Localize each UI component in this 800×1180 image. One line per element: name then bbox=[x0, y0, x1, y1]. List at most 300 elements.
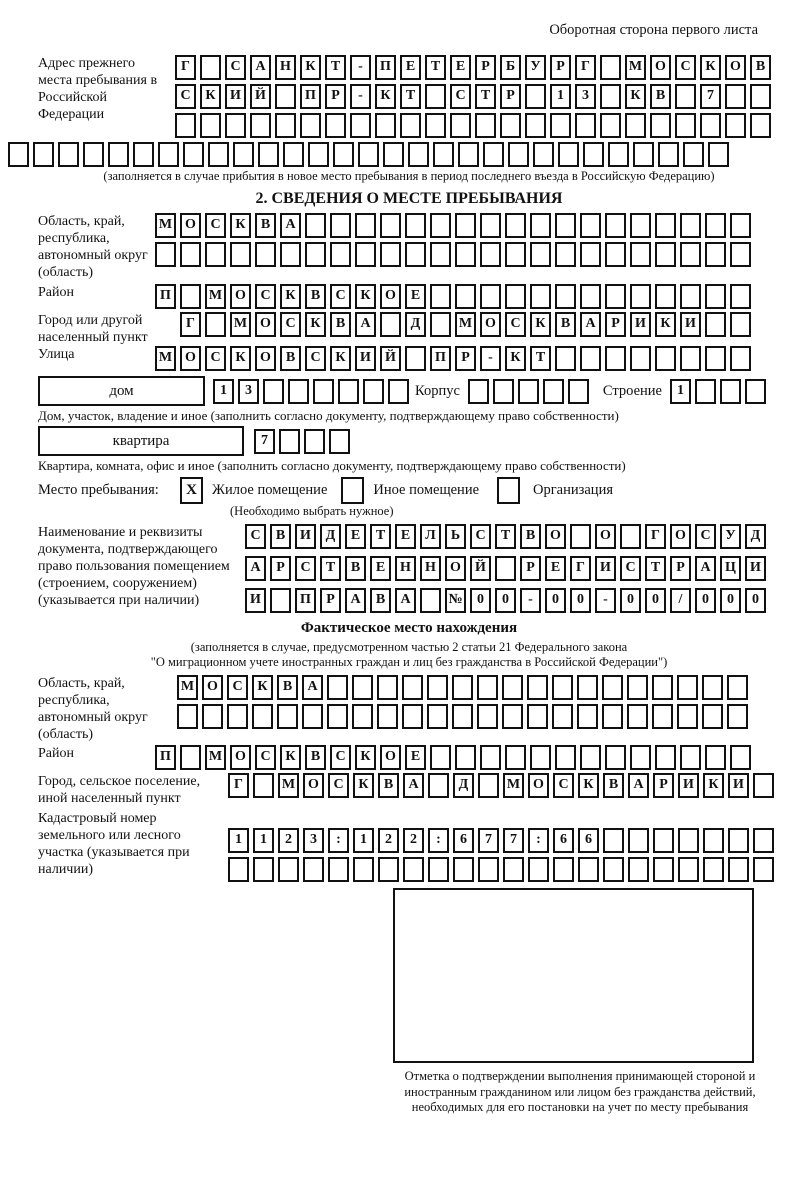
char-cell[interactable] bbox=[175, 113, 196, 138]
oblast-row-1[interactable] bbox=[155, 213, 755, 238]
checkbox-zhiloe[interactable]: X bbox=[180, 477, 203, 504]
char-cell[interactable]: 0 bbox=[720, 588, 741, 613]
char-cell[interactable]: А bbox=[403, 773, 424, 798]
char-cell[interactable] bbox=[655, 284, 676, 309]
char-cell[interactable]: 6 bbox=[553, 828, 574, 853]
char-cell[interactable] bbox=[480, 745, 501, 770]
char-cell[interactable] bbox=[680, 242, 701, 267]
char-cell[interactable] bbox=[327, 704, 348, 729]
char-cell[interactable]: К bbox=[530, 312, 551, 337]
char-cell[interactable]: К bbox=[300, 55, 321, 80]
char-cell[interactable]: А bbox=[250, 55, 271, 80]
char-cell[interactable]: М bbox=[155, 213, 176, 238]
char-cell[interactable] bbox=[402, 675, 423, 700]
char-cell[interactable] bbox=[430, 284, 451, 309]
char-cell[interactable] bbox=[403, 857, 424, 882]
char-cell[interactable] bbox=[725, 113, 746, 138]
char-cell[interactable] bbox=[730, 346, 751, 371]
char-cell[interactable]: О bbox=[230, 284, 251, 309]
char-cell[interactable] bbox=[230, 242, 251, 267]
char-cell[interactable] bbox=[695, 379, 716, 404]
char-cell[interactable]: Г bbox=[180, 312, 201, 337]
char-cell[interactable]: К bbox=[230, 213, 251, 238]
char-cell[interactable] bbox=[753, 773, 774, 798]
oblast-row-2[interactable] bbox=[155, 242, 755, 267]
char-cell[interactable]: О bbox=[595, 524, 616, 549]
char-cell[interactable]: О bbox=[380, 284, 401, 309]
char-cell[interactable]: С bbox=[227, 675, 248, 700]
char-cell[interactable]: Н bbox=[420, 556, 441, 581]
char-cell[interactable] bbox=[703, 857, 724, 882]
char-cell[interactable]: В bbox=[520, 524, 541, 549]
char-cell[interactable]: - bbox=[520, 588, 541, 613]
char-cell[interactable] bbox=[333, 142, 354, 167]
char-cell[interactable] bbox=[455, 242, 476, 267]
char-cell[interactable]: 7 bbox=[503, 828, 524, 853]
char-cell[interactable]: - bbox=[350, 55, 371, 80]
char-cell[interactable] bbox=[675, 84, 696, 109]
char-cell[interactable]: С bbox=[255, 284, 276, 309]
char-cell[interactable]: М bbox=[278, 773, 299, 798]
char-cell[interactable]: В bbox=[555, 312, 576, 337]
char-cell[interactable]: О bbox=[180, 346, 201, 371]
char-cell[interactable] bbox=[278, 857, 299, 882]
char-cell[interactable] bbox=[705, 284, 726, 309]
char-cell[interactable] bbox=[580, 213, 601, 238]
char-cell[interactable] bbox=[280, 242, 301, 267]
char-cell[interactable]: 3 bbox=[303, 828, 324, 853]
char-cell[interactable]: - bbox=[350, 84, 371, 109]
char-cell[interactable]: М bbox=[503, 773, 524, 798]
fact-gorod-row[interactable] bbox=[228, 773, 778, 798]
char-cell[interactable] bbox=[327, 675, 348, 700]
char-cell[interactable] bbox=[330, 242, 351, 267]
char-cell[interactable]: О bbox=[230, 745, 251, 770]
char-cell[interactable]: О bbox=[255, 312, 276, 337]
char-cell[interactable] bbox=[625, 113, 646, 138]
char-cell[interactable] bbox=[328, 857, 349, 882]
char-cell[interactable]: С bbox=[675, 55, 696, 80]
char-cell[interactable]: № bbox=[445, 588, 466, 613]
char-cell[interactable]: М bbox=[625, 55, 646, 80]
char-cell[interactable]: В bbox=[330, 312, 351, 337]
char-cell[interactable] bbox=[455, 213, 476, 238]
char-cell[interactable] bbox=[553, 857, 574, 882]
char-cell[interactable]: Е bbox=[370, 556, 391, 581]
char-cell[interactable]: 7 bbox=[254, 429, 275, 454]
char-cell[interactable]: Р bbox=[550, 55, 571, 80]
char-cell[interactable] bbox=[263, 379, 284, 404]
char-cell[interactable]: Е bbox=[400, 55, 421, 80]
char-cell[interactable] bbox=[405, 213, 426, 238]
char-cell[interactable]: П bbox=[375, 55, 396, 80]
char-cell[interactable] bbox=[402, 704, 423, 729]
char-cell[interactable]: Й bbox=[380, 346, 401, 371]
char-cell[interactable] bbox=[377, 704, 398, 729]
char-cell[interactable] bbox=[133, 142, 154, 167]
char-cell[interactable] bbox=[308, 142, 329, 167]
char-cell[interactable]: 0 bbox=[570, 588, 591, 613]
char-cell[interactable]: М bbox=[155, 346, 176, 371]
char-cell[interactable] bbox=[480, 213, 501, 238]
kadastr-row-2[interactable] bbox=[228, 857, 778, 882]
char-cell[interactable] bbox=[730, 213, 751, 238]
char-cell[interactable]: - bbox=[480, 346, 501, 371]
char-cell[interactable]: К bbox=[200, 84, 221, 109]
char-cell[interactable]: А bbox=[395, 588, 416, 613]
char-cell[interactable] bbox=[8, 142, 29, 167]
char-cell[interactable] bbox=[458, 142, 479, 167]
char-cell[interactable] bbox=[505, 745, 526, 770]
char-cell[interactable]: В bbox=[370, 588, 391, 613]
char-cell[interactable] bbox=[525, 84, 546, 109]
char-cell[interactable] bbox=[33, 142, 54, 167]
char-cell[interactable]: : bbox=[528, 828, 549, 853]
char-cell[interactable] bbox=[580, 284, 601, 309]
char-cell[interactable]: М bbox=[177, 675, 198, 700]
char-cell[interactable] bbox=[480, 242, 501, 267]
char-cell[interactable] bbox=[375, 113, 396, 138]
char-cell[interactable] bbox=[730, 312, 751, 337]
char-cell[interactable]: С bbox=[295, 556, 316, 581]
char-cell[interactable] bbox=[720, 379, 741, 404]
char-cell[interactable]: 6 bbox=[578, 828, 599, 853]
char-cell[interactable]: Й bbox=[470, 556, 491, 581]
char-cell[interactable] bbox=[388, 379, 409, 404]
char-cell[interactable] bbox=[530, 745, 551, 770]
char-cell[interactable]: К bbox=[305, 312, 326, 337]
char-cell[interactable] bbox=[305, 242, 326, 267]
char-cell[interactable]: Т bbox=[530, 346, 551, 371]
char-cell[interactable] bbox=[253, 773, 274, 798]
char-cell[interactable]: Й bbox=[250, 84, 271, 109]
char-cell[interactable] bbox=[475, 113, 496, 138]
char-cell[interactable]: Р bbox=[455, 346, 476, 371]
char-cell[interactable] bbox=[200, 55, 221, 80]
char-cell[interactable] bbox=[493, 379, 514, 404]
char-cell[interactable] bbox=[325, 113, 346, 138]
char-cell[interactable] bbox=[355, 213, 376, 238]
char-cell[interactable] bbox=[338, 379, 359, 404]
char-cell[interactable] bbox=[745, 379, 766, 404]
char-cell[interactable] bbox=[633, 142, 654, 167]
char-cell[interactable] bbox=[227, 704, 248, 729]
char-cell[interactable]: 1 bbox=[353, 828, 374, 853]
char-cell[interactable] bbox=[495, 556, 516, 581]
char-cell[interactable]: 1 bbox=[213, 379, 234, 404]
char-cell[interactable] bbox=[350, 113, 371, 138]
char-cell[interactable] bbox=[420, 588, 441, 613]
char-cell[interactable] bbox=[630, 346, 651, 371]
char-cell[interactable]: Р bbox=[500, 84, 521, 109]
char-cell[interactable]: К bbox=[280, 745, 301, 770]
char-cell[interactable]: В bbox=[750, 55, 771, 80]
char-cell[interactable] bbox=[652, 704, 673, 729]
char-cell[interactable] bbox=[728, 828, 749, 853]
char-cell[interactable]: Г bbox=[575, 55, 596, 80]
char-cell[interactable]: В bbox=[650, 84, 671, 109]
char-cell[interactable] bbox=[653, 857, 674, 882]
char-cell[interactable] bbox=[428, 773, 449, 798]
char-cell[interactable]: И bbox=[745, 556, 766, 581]
char-cell[interactable] bbox=[500, 113, 521, 138]
char-cell[interactable]: К bbox=[505, 346, 526, 371]
char-cell[interactable] bbox=[313, 379, 334, 404]
char-cell[interactable] bbox=[452, 675, 473, 700]
checkbox-inoe[interactable] bbox=[341, 477, 364, 504]
char-cell[interactable]: 0 bbox=[620, 588, 641, 613]
char-cell[interactable]: С bbox=[620, 556, 641, 581]
fact-oblast-row-2[interactable] bbox=[177, 704, 752, 729]
char-cell[interactable] bbox=[505, 213, 526, 238]
kadastr-row-1[interactable] bbox=[228, 828, 778, 853]
char-cell[interactable]: К bbox=[625, 84, 646, 109]
char-cell[interactable]: А bbox=[345, 588, 366, 613]
char-cell[interactable] bbox=[428, 857, 449, 882]
char-cell[interactable] bbox=[425, 113, 446, 138]
char-cell[interactable] bbox=[705, 346, 726, 371]
char-cell[interactable]: Р bbox=[325, 84, 346, 109]
char-cell[interactable] bbox=[655, 346, 676, 371]
prev-address-row-4[interactable] bbox=[8, 142, 780, 167]
char-cell[interactable] bbox=[408, 142, 429, 167]
char-cell[interactable] bbox=[503, 857, 524, 882]
char-cell[interactable] bbox=[477, 675, 498, 700]
char-cell[interactable]: И bbox=[245, 588, 266, 613]
char-cell[interactable]: О bbox=[380, 745, 401, 770]
char-cell[interactable]: И bbox=[355, 346, 376, 371]
char-cell[interactable] bbox=[558, 142, 579, 167]
char-cell[interactable] bbox=[270, 588, 291, 613]
char-cell[interactable]: 0 bbox=[470, 588, 491, 613]
char-cell[interactable]: Г bbox=[228, 773, 249, 798]
char-cell[interactable] bbox=[455, 745, 476, 770]
char-cell[interactable]: К bbox=[355, 745, 376, 770]
char-cell[interactable] bbox=[358, 142, 379, 167]
char-cell[interactable] bbox=[702, 704, 723, 729]
char-cell[interactable] bbox=[450, 113, 471, 138]
char-cell[interactable] bbox=[355, 242, 376, 267]
char-cell[interactable] bbox=[700, 113, 721, 138]
char-cell[interactable] bbox=[705, 745, 726, 770]
char-cell[interactable]: В bbox=[345, 556, 366, 581]
char-cell[interactable]: О bbox=[528, 773, 549, 798]
char-cell[interactable] bbox=[680, 745, 701, 770]
char-cell[interactable]: О bbox=[480, 312, 501, 337]
char-cell[interactable]: 0 bbox=[745, 588, 766, 613]
char-cell[interactable]: В bbox=[603, 773, 624, 798]
char-cell[interactable] bbox=[603, 857, 624, 882]
char-cell[interactable] bbox=[570, 524, 591, 549]
char-cell[interactable] bbox=[678, 828, 699, 853]
char-cell[interactable]: В bbox=[255, 213, 276, 238]
char-cell[interactable] bbox=[453, 857, 474, 882]
char-cell[interactable]: Т bbox=[370, 524, 391, 549]
char-cell[interactable]: 2 bbox=[278, 828, 299, 853]
char-cell[interactable] bbox=[705, 213, 726, 238]
char-cell[interactable]: С bbox=[505, 312, 526, 337]
char-cell[interactable] bbox=[730, 745, 751, 770]
char-cell[interactable] bbox=[177, 704, 198, 729]
char-cell[interactable] bbox=[575, 113, 596, 138]
char-cell[interactable]: С bbox=[280, 312, 301, 337]
char-cell[interactable] bbox=[543, 379, 564, 404]
char-cell[interactable] bbox=[477, 704, 498, 729]
prev-address-row-1[interactable] bbox=[175, 55, 775, 80]
char-cell[interactable] bbox=[555, 745, 576, 770]
char-cell[interactable]: Г bbox=[645, 524, 666, 549]
char-cell[interactable] bbox=[583, 142, 604, 167]
char-cell[interactable] bbox=[430, 213, 451, 238]
char-cell[interactable] bbox=[602, 675, 623, 700]
char-cell[interactable] bbox=[552, 704, 573, 729]
char-cell[interactable]: К bbox=[330, 346, 351, 371]
char-cell[interactable]: К bbox=[655, 312, 676, 337]
char-cell[interactable] bbox=[405, 242, 426, 267]
char-cell[interactable] bbox=[577, 675, 598, 700]
char-cell[interactable]: И bbox=[728, 773, 749, 798]
char-cell[interactable]: Г bbox=[175, 55, 196, 80]
char-cell[interactable]: А bbox=[580, 312, 601, 337]
char-cell[interactable]: 0 bbox=[545, 588, 566, 613]
char-cell[interactable] bbox=[455, 284, 476, 309]
char-cell[interactable]: О bbox=[670, 524, 691, 549]
char-cell[interactable]: И bbox=[595, 556, 616, 581]
kvartira-cells[interactable] bbox=[254, 429, 354, 454]
doc-row-1[interactable] bbox=[245, 524, 770, 549]
char-cell[interactable]: О bbox=[180, 213, 201, 238]
char-cell[interactable] bbox=[228, 857, 249, 882]
char-cell[interactable]: С bbox=[330, 284, 351, 309]
char-cell[interactable] bbox=[250, 113, 271, 138]
char-cell[interactable]: М bbox=[230, 312, 251, 337]
char-cell[interactable] bbox=[258, 142, 279, 167]
char-cell[interactable]: С bbox=[330, 745, 351, 770]
char-cell[interactable]: Т bbox=[495, 524, 516, 549]
char-cell[interactable] bbox=[283, 142, 304, 167]
prev-address-row-3[interactable] bbox=[175, 113, 775, 138]
char-cell[interactable]: А bbox=[628, 773, 649, 798]
char-cell[interactable] bbox=[675, 113, 696, 138]
char-cell[interactable] bbox=[578, 857, 599, 882]
char-cell[interactable] bbox=[677, 704, 698, 729]
char-cell[interactable] bbox=[480, 284, 501, 309]
char-cell[interactable]: Е bbox=[405, 284, 426, 309]
char-cell[interactable]: Д bbox=[453, 773, 474, 798]
char-cell[interactable] bbox=[502, 675, 523, 700]
char-cell[interactable] bbox=[353, 857, 374, 882]
char-cell[interactable]: П bbox=[295, 588, 316, 613]
char-cell[interactable] bbox=[605, 213, 626, 238]
char-cell[interactable] bbox=[702, 675, 723, 700]
char-cell[interactable] bbox=[555, 284, 576, 309]
char-cell[interactable] bbox=[288, 379, 309, 404]
char-cell[interactable] bbox=[555, 213, 576, 238]
char-cell[interactable] bbox=[727, 675, 748, 700]
char-cell[interactable] bbox=[555, 346, 576, 371]
char-cell[interactable] bbox=[300, 113, 321, 138]
char-cell[interactable]: У bbox=[525, 55, 546, 80]
char-cell[interactable] bbox=[363, 379, 384, 404]
char-cell[interactable] bbox=[430, 745, 451, 770]
char-cell[interactable] bbox=[680, 213, 701, 238]
char-cell[interactable]: С bbox=[470, 524, 491, 549]
char-cell[interactable]: М bbox=[205, 284, 226, 309]
char-cell[interactable]: 7 bbox=[478, 828, 499, 853]
char-cell[interactable] bbox=[275, 113, 296, 138]
char-cell[interactable]: Т bbox=[425, 55, 446, 80]
char-cell[interactable] bbox=[727, 704, 748, 729]
char-cell[interactable] bbox=[580, 242, 601, 267]
char-cell[interactable] bbox=[580, 346, 601, 371]
char-cell[interactable] bbox=[750, 84, 771, 109]
char-cell[interactable] bbox=[750, 113, 771, 138]
char-cell[interactable] bbox=[352, 675, 373, 700]
char-cell[interactable] bbox=[605, 242, 626, 267]
char-cell[interactable] bbox=[730, 242, 751, 267]
char-cell[interactable]: С bbox=[205, 213, 226, 238]
char-cell[interactable] bbox=[655, 745, 676, 770]
char-cell[interactable] bbox=[730, 284, 751, 309]
korpus-cells[interactable] bbox=[468, 379, 593, 404]
char-cell[interactable] bbox=[277, 704, 298, 729]
dom-cells[interactable] bbox=[213, 379, 413, 404]
char-cell[interactable]: 6 bbox=[453, 828, 474, 853]
char-cell[interactable]: С bbox=[695, 524, 716, 549]
char-cell[interactable]: И bbox=[678, 773, 699, 798]
char-cell[interactable]: П bbox=[155, 284, 176, 309]
char-cell[interactable]: Л bbox=[420, 524, 441, 549]
char-cell[interactable] bbox=[383, 142, 404, 167]
char-cell[interactable]: С bbox=[553, 773, 574, 798]
checkbox-organizatsiya[interactable] bbox=[497, 477, 520, 504]
char-cell[interactable]: Т bbox=[645, 556, 666, 581]
char-cell[interactable] bbox=[705, 242, 726, 267]
char-cell[interactable] bbox=[483, 142, 504, 167]
char-cell[interactable]: В bbox=[270, 524, 291, 549]
char-cell[interactable]: И bbox=[295, 524, 316, 549]
char-cell[interactable]: О bbox=[445, 556, 466, 581]
char-cell[interactable] bbox=[400, 113, 421, 138]
char-cell[interactable] bbox=[427, 704, 448, 729]
char-cell[interactable]: А bbox=[280, 213, 301, 238]
char-cell[interactable]: Д bbox=[745, 524, 766, 549]
char-cell[interactable] bbox=[180, 284, 201, 309]
char-cell[interactable]: П bbox=[300, 84, 321, 109]
char-cell[interactable]: К bbox=[355, 284, 376, 309]
char-cell[interactable] bbox=[427, 675, 448, 700]
char-cell[interactable] bbox=[502, 704, 523, 729]
char-cell[interactable]: Н bbox=[395, 556, 416, 581]
char-cell[interactable]: К bbox=[578, 773, 599, 798]
char-cell[interactable]: О bbox=[725, 55, 746, 80]
char-cell[interactable] bbox=[430, 312, 451, 337]
char-cell[interactable] bbox=[605, 346, 626, 371]
char-cell[interactable]: Т bbox=[325, 55, 346, 80]
char-cell[interactable] bbox=[530, 213, 551, 238]
char-cell[interactable] bbox=[304, 429, 325, 454]
char-cell[interactable] bbox=[505, 242, 526, 267]
char-cell[interactable]: О bbox=[545, 524, 566, 549]
char-cell[interactable]: Д bbox=[405, 312, 426, 337]
char-cell[interactable]: С bbox=[255, 745, 276, 770]
char-cell[interactable]: М bbox=[205, 745, 226, 770]
char-cell[interactable] bbox=[275, 84, 296, 109]
char-cell[interactable]: 2 bbox=[378, 828, 399, 853]
char-cell[interactable]: Р bbox=[270, 556, 291, 581]
char-cell[interactable] bbox=[652, 675, 673, 700]
char-cell[interactable] bbox=[630, 745, 651, 770]
